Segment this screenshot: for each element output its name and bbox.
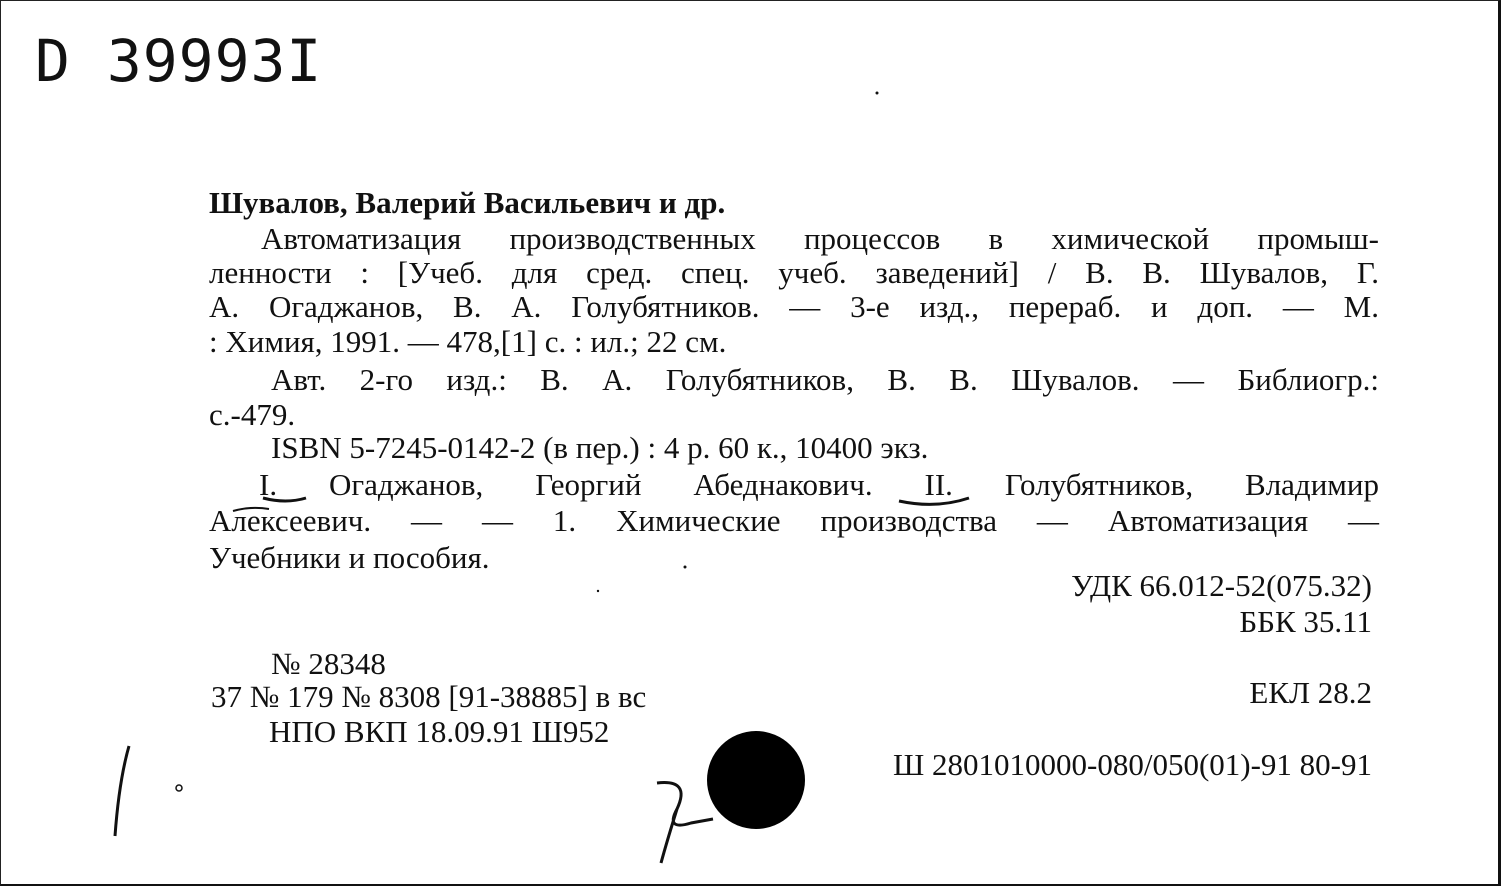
catalog-code: Ш 2801010000-080/050(01)-91 80-91 (892, 747, 1372, 782)
ekl-code: ЕКЛ 28.2 (1249, 675, 1372, 710)
title-line-2: ленности : [Учеб. для сред. спец. учеб. заведений] / В. В. Шувалов, Г. (209, 255, 1379, 290)
tracing-line-3: Учебники и пособия. (209, 540, 490, 575)
title-line-4: : Химия, 1991. — 478,[1] с. : ил.; 22 см. (209, 324, 727, 359)
author-heading: Шувалов, Валерий Васильевич и др. (209, 185, 726, 220)
isbn-line: ISBN 5-7245-0142-2 (в пер.) : 4 р. 60 к., 10400 экз. (271, 430, 929, 465)
title-line-1: Автоматизация производственных процессов в химической промыш- (261, 221, 1379, 256)
bbk-code: ББК 35.11 (1239, 604, 1372, 639)
note-line-1: Авт. 2-го изд.: В. А. Голубятников, В. В. Шувалов. — Библиогр.: (271, 362, 1379, 397)
tracing-line-1: I. Огаджанов, Георгий Абеднакович. II. Голубятников, Владимир (259, 467, 1379, 502)
order-line: 37 № 179 № 8308 [91-38885] в вс (211, 679, 647, 714)
tracing-line-2: Алексеевич. — — 1. Химические производства — Автоматизация — (209, 503, 1379, 538)
udk-code: УДК 66.012-52(075.32) (1071, 568, 1372, 603)
handwritten-marks (1, 1, 1501, 886)
npo-line: НПО ВКП 18.09.91 Ш952 (269, 714, 610, 749)
title-line-3: А. Огаджанов, В. А. Голубятников. — 3-е изд., перераб. и доп. — М. (209, 289, 1379, 324)
card-number: № 28348 (271, 646, 386, 681)
inventory-number: D 39993I (35, 27, 323, 95)
note-line-2: с.-479. (209, 397, 296, 432)
